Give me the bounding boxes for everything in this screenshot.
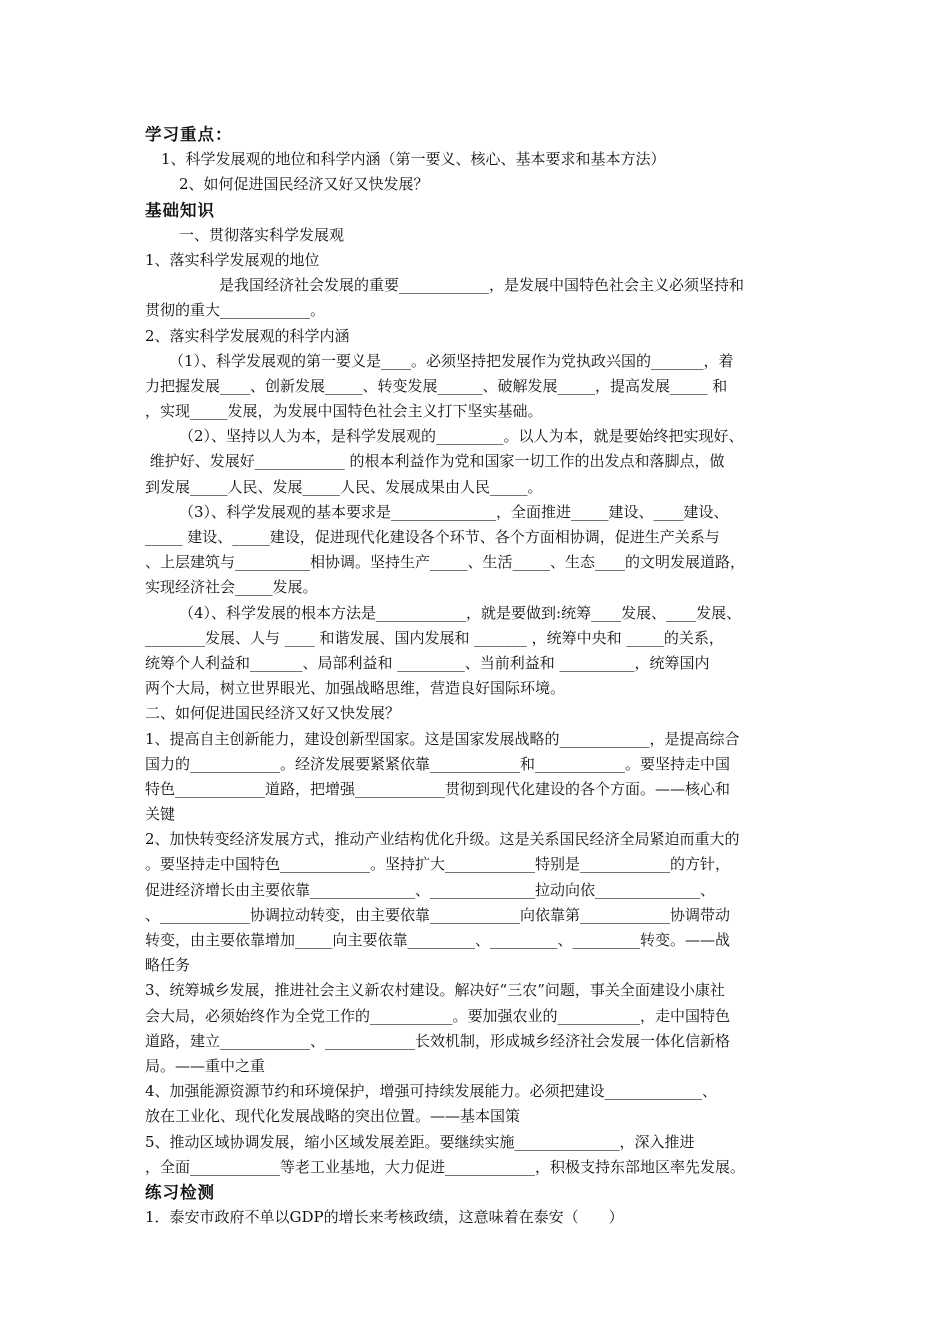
section-heading: 基础知识: [145, 200, 215, 220]
text-line: 。要坚持走中国特色____________。坚持扩大____________特别是____________的方针，: [145, 855, 731, 874]
text-line: （1）、科学发展观的第一要义是____。必须坚持把发展作为党执政兴国的_______，着: [169, 351, 734, 370]
text-line: 促进经济增长由主要依靠______________、______________拉动向依______________、: [145, 880, 716, 899]
text-line: 一、贯彻落实科学发展观: [179, 225, 345, 244]
text-line: 维护好、发展好____________ 的根本利益作为党和国家一切工作的出发点和落脚点，做: [145, 452, 725, 471]
text-line: （2）、坚持以人为本，是科学发展观的_________。以人为本，就是要始终把实现好、: [179, 427, 744, 446]
text-line: 二、如何促进国民经济又好又快发展？: [145, 704, 401, 723]
text-line: 1、科学发展观的地位和科学内涵（第一要义、核心、基本要求和基本方法）: [161, 150, 666, 169]
text-line: 、____________协调拉动转变，由主要依靠____________向依靠第____________协调带动: [145, 905, 731, 924]
text-line: 放在工业化、现代化发展战略的突出位置。——基本国策: [145, 1107, 521, 1126]
text-line: 贯彻的重大____________。: [145, 301, 326, 320]
text-line: 略任务: [145, 956, 191, 975]
text-line: 2、落实科学发展观的科学内涵: [145, 326, 350, 345]
text-line: 1、提高自主创新能力，建设创新型国家。这是国家发展战略的____________，是提高综合: [145, 729, 740, 748]
text-line: _____ 建设、_____建设，促进现代化建设各个环节、各个方面相协调，促进生产关系与: [145, 528, 720, 546]
text-line: 、上层建筑与__________相协调。坚持生产_____、生活_____、生态____的文明发展道路，: [145, 553, 746, 572]
text-line: 4、加强能源资源节约和环境保护，增强可持续发展能力。必须把建设_____________、: [145, 1082, 718, 1101]
text-line: 5、推动区域协调发展，缩小区域发展差距。要继续实施______________，深入推进: [145, 1132, 695, 1151]
text-line: ，实现_____发展，为发展中国特色社会主义打下坚实基础。: [145, 402, 543, 421]
text-line: 2、如何促进国民经济又好又快发展？: [179, 175, 429, 194]
text-line: 3、统筹城乡发展，推进社会主义新农村建设。解决好“三农”问题，事关全面建设小康社: [145, 981, 725, 1000]
text-line: ________发展、人与 ____ 和谐发展、国内发展和 _______ ，统筹中央和 _____的关系，: [145, 628, 724, 647]
text-line: 两个大局，树立世界眼光、加强战略思维，营造良好国际环境。: [145, 679, 566, 698]
text-line: 会大局，必须始终作为全党工作的___________。要加强农业的___________，走中国特色: [145, 1006, 731, 1025]
text-line: 到发展_____人民、发展_____人民、发展成果由人民_____。: [145, 477, 543, 496]
text-line: ，全面____________等老工业基地，大力促进____________，积极支持东部地区率先发展。: [145, 1157, 746, 1176]
text-line: 关键: [145, 805, 176, 824]
text-line: 局。——重中之重: [145, 1056, 266, 1075]
text-line: 国力的____________。经济发展要紧紧依靠____________和____________。要坚持走中国: [145, 754, 731, 773]
text-line: 2、加快转变经济发展方式，推动产业结构优化升级。这是关系国民经济全局紧迫而重大的: [145, 830, 740, 849]
text-line: 特色____________道路，把增强____________贯彻到现代化建设的各个方面。——核心和: [145, 779, 731, 798]
text-line: 道路，建立____________、____________长效机制，形成城乡经济社会发展一体化信新格: [145, 1031, 731, 1050]
text-line: 统筹个人利益和_______、局部利益和 _________、当前利益和 __________，统筹国内: [145, 653, 710, 672]
text-line: 实现经济社会_____发展。: [145, 578, 318, 597]
text-line: 力把握发展____、创新发展_____、转变发展______、破解发展_____，提高发展_____ 和: [145, 376, 728, 395]
text-line: 1．泰安市政府不单以GDP的增长来考核政绩，这意味着在泰安（ ）: [145, 1208, 624, 1227]
text-line: 是我国经济社会发展的重要____________，是发展中国特色社会主义必须坚持和: [219, 276, 745, 295]
text-line: （4）、科学发展的根本方法是____________，就是要做到:统筹____发展、____发展、: [179, 603, 742, 622]
section-heading: 学习重点：: [145, 125, 233, 144]
document-body: [145, 122, 813, 1230]
text-line: 1、落实科学发展观的地位: [145, 250, 320, 269]
section-heading: 练习检测: [145, 1182, 215, 1202]
text-line: （3）、科学发展观的基本要求是______________，全面推进_____建设、____建设、: [179, 502, 729, 521]
text-line: 转变，由主要依靠增加_____向主要依靠_________、_________、_________转变。——战: [145, 931, 731, 949]
